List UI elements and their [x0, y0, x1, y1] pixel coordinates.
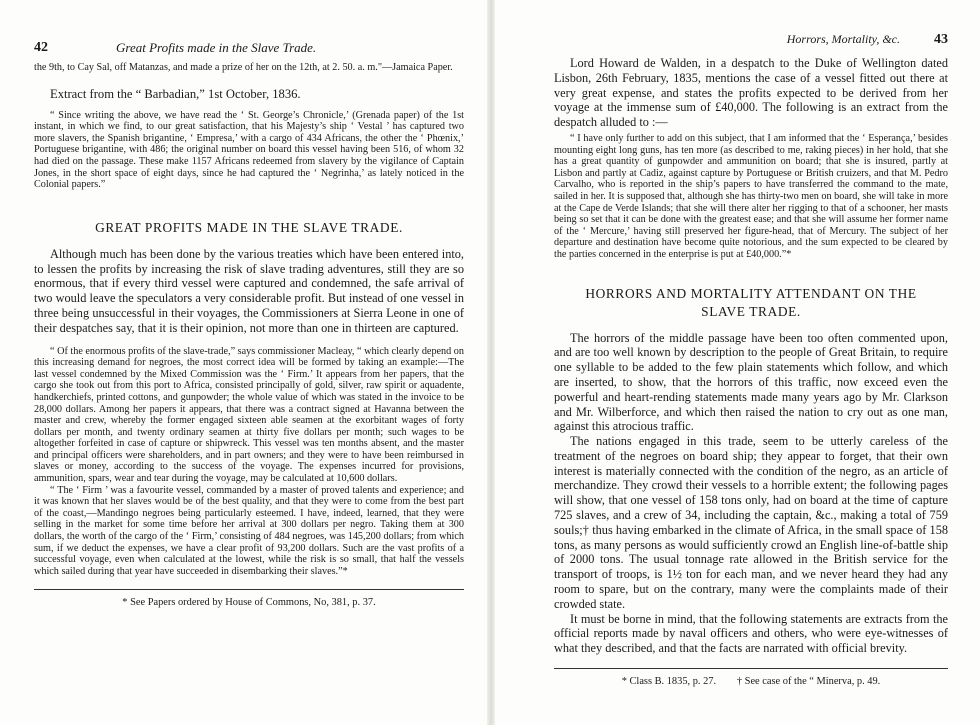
left-page-number: 42 — [34, 40, 48, 55]
left-intro-text: the 9th, to Cay Sal, off Matanzas, and made a prize of her on the 12th, at 2. 50. a. m."—Jamaica Paper. — [34, 62, 453, 73]
right-running-title: Horrors, Mortality, &c. — [786, 32, 900, 46]
footnote-divider — [554, 668, 948, 669]
section-heading-great-profits: GREAT PROFITS MADE IN THE SLAVE TRADE. — [95, 219, 403, 235]
left-footnote: * See Papers ordered by House of Commons, No, 381, p. 37. — [122, 597, 376, 609]
left-running-title: Great Profits made in the Slave Trade. — [116, 40, 317, 55]
horrors-paragraph-2: The nations engaged in this trade, seem to be utterly careless of the treatment of the negroes on board ship; they appear to forget, that their own interest is materially connected with the condition of the negro, as an article of merchandize. They crowd their vessels to a horrible extent; the following pages will show, that one vessel of 158 tons only, had on board at the time of capture 725 slaves, and a crew of 34, including the captain, &c., making a total of 759 souls;† thus having embarked in the climate of Africa, in the small space of 158 tons, as many persons as would sufficiently crowd an English line-of-battle ship of 2000 tons. The usual tonnage rate allowed in the British service for the transport of troops, is 1½ ton for each man, and we never heard they had any room to spare, but on the contrary, many were the complaints made of their crowded state. — [554, 434, 948, 611]
right-intro-text: Lord Howard de Walden, in a despatch to the Duke of Wellington dated Lisbon, 26th February, 1835, mentions the case of a vessel fitted out there at very great expense, and states the profits expected to be derived from her voyage at the immense sum of £40,000. The following is an extract from the despatch alluded to :— — [554, 56, 948, 130]
right-footnote: * Class B. 1835, p. 27. † See case of the “ Minerva, p. 49. — [621, 676, 881, 688]
left-page-header — [34, 40, 464, 62]
extract-quote: “ Since writing the above, we have read the ‘ St. George’s Chronicle,’ (Grenada paper) of the 1st instant, in which we find, to our great satisfaction, that his Majesty’s ship ‘ Vestal ’ has captured two more slavers, the Spanish brigantine, ‘ Empresa,’ with a cargo of 434 Africans, the other the ‘ Phœnix,’ Portuguese brigantine, with 486; the original number on board this vessel having been 516, of whom 32 had died on the passage. These make 1157 Africans redeemed from slavery by the vigilance of Captain Jones, in the short space of eight days, since he had captured the ‘ Negrinha,’ as lately noticed in the Colonial papers.” — [34, 109, 464, 191]
horrors-paragraph-3: It must be borne in mind, that the following statements are extracts from the official reports made by naval officers and others, who were eye-witnesses of what they described, and that the facts are narrated with official brevity. — [554, 611, 948, 656]
left-page — [0, 0, 482, 725]
book-gutter — [487, 0, 495, 725]
right-page-number: 43 — [934, 32, 948, 47]
right-page-header — [554, 32, 948, 54]
section-heading-horrors-line2: SLAVE TRADE. — [701, 303, 801, 319]
section-heading-horrors-line1: HORRORS AND MORTALITY ATTENDANT ON THE — [585, 285, 917, 301]
right-page — [500, 0, 980, 725]
great-profits-paragraph: Although much has been done by the various treaties which have been entered into, to lessen the profits by increasing the risk of slave trading adventures, still they are so enormous, that if every third vessel were captured and condemned, the safe arrival of two would leave the speculators a very considerable profit. But instead of one vessel in three being unsuccessful in their voyages, the Commissioners at Sierra Leone in one of their despatches say, that it is their opinion, not more than one in thirteen are captured. — [34, 246, 464, 335]
macleay-quote-part-1: “ Of the enormous profits of the slave-trade,” says commissioner Macleay, “ which clearly depend on this increasing demand for negroes, the most correct idea will be formed by taking an example:—The last vessel condemned by the Mixed Commission was the ‘ Firm.’ It appears from her papers, that the cargo she took out from this port to Africa, consisted principally of gold, silver, raw spirit or aquadente, handkerchiefs, printed cottons, and gunpowder; the whole value of which was stated in the invoice to be 28,000 dollars. Among her papers it appears, that there was a contract signed at Havanna between the master and crew, whereby the former engaged sixteen able seamen at the exorbitant wages of forty dollars per month, and twenty ordinary seamen at thirty five dollars per month; such wages to be altogether forfeited in case of capture or shipwreck. This vessel was ten months absent, and the master and principal officers were shareholders, and in part owners; and they were to have been reimbursed in slaves or money, according to the success of the voyage. The expenses incurred for provisions, ammunition, spars, wear and tear during the voyage, may be calculated at 10,600 dollars. — [34, 345, 464, 485]
horrors-paragraph-1: The horrors of the middle passage have been too often commented upon, and are too well known by description to the people of Great Britain, to require one syllable to be added to the few plain statements which follow, and which are inserted, to show, that the horrors of this traffic, now exceed even the powerful and heart-rending statements made many years ago by Mr. Clarkson and Mr. Wilberforce, and which then raised the nation to cry out as one man, against this atrocious traffic. — [554, 330, 948, 434]
despatch-quote: “ I have only further to add on this subject, that I am informed that the ‘ Esperança,’ besides mounting eight long guns, has ten more (as described to me, raking pieces) in her hold, that she has a great quantity of gunpowder and ammunition on board; that she is insured, partly at Lisbon and partly at Cadiz, against capture by Portuguese or British cruizers, and that M. Pedro Carvalho, who is reported in the ship’s papers to have transferred the command to the mate, sailed in her. It is supposed that, although she has thirty-two men on board, she will take in more at the Cape de Verde Islands; that she will there alter her rigging to that of a schooner, her masts being so set that it can be done with the greatest ease; and that she will assume her former name of the ‘ Mercure,’ having still preserved her figure-head, that of Mercury. The subject of her departure and destination have become quite notorious, and the sum expected to be cleared by the parties concerned in the enterprise is put at £40,000.”* — [554, 132, 948, 260]
extract-heading: Extract from the “ Barbadian,” 1st October, 1836. — [50, 86, 301, 101]
footnote-divider — [34, 589, 464, 590]
macleay-quote-part-2: “ The ‘ Firm ’ was a favourite vessel, commanded by a master of proved talents and experience; and it was known that her slaves would be of the best quality, and that they were to come from the best part of the coast,—Mandingo negroes being particularly esteemed. I have, indeed, learned, that they were selling in the market for some time before her arrival at 300 dollars per negro. Taking them at 300 dollars, the worth of the cargo of the ‘ Firm,’ consisting of 484 negroes, was 145,200 dollars; from which sum, if we deduct the expenses, we have a clear profit of 93,200 dollars. Such are the vast profits of a successful voyage, even when calculated at the lowest, while the risk is so small, that half the vessels which sailed during that year have succeeded in disembarking their slaves.”* — [34, 484, 464, 577]
